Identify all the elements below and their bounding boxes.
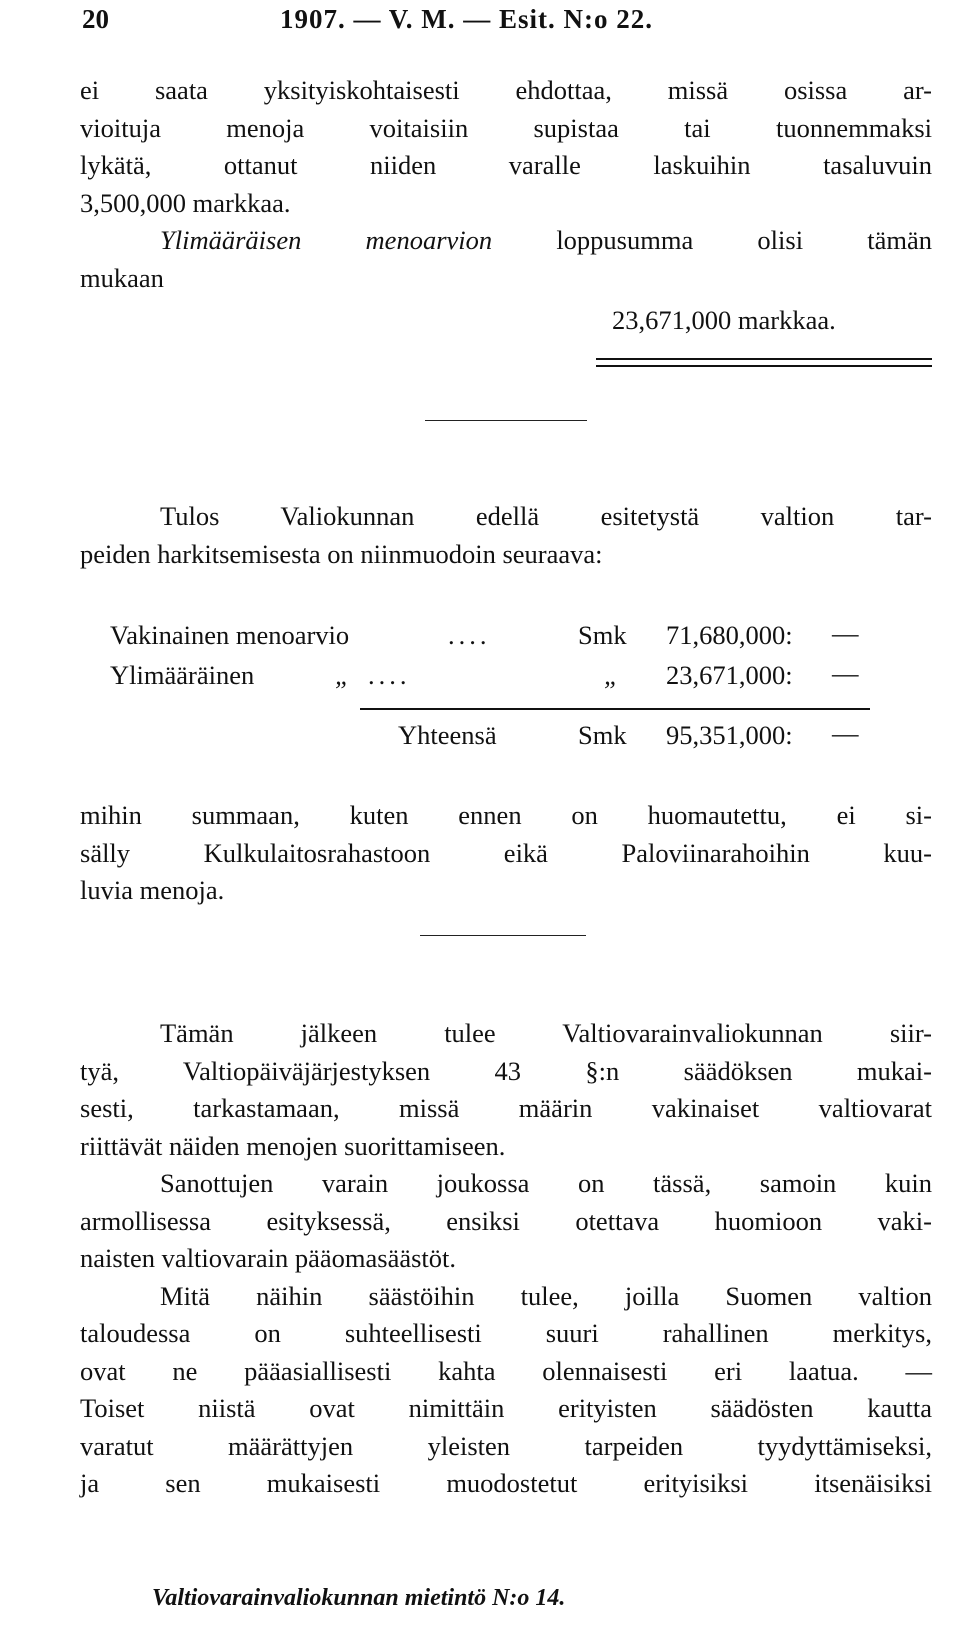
- text-line: mukaan: [80, 262, 164, 293]
- text-line: Mitä näihin säästöihin tulee, joilla Suomen valtion: [160, 1280, 932, 1311]
- section-separator: [420, 935, 586, 936]
- amount: 71,680,000:: [666, 620, 793, 650]
- text-line: luvia menoja.: [80, 875, 225, 905]
- text-line: mihin summaan, kuten ennen on huomautettu, ei si-: [80, 800, 932, 830]
- text-line: taloudessa on suhteellisesti suuri rahallinen merkitys,: [80, 1318, 932, 1348]
- budget-table: [110, 620, 930, 700]
- text-line: [80, 222, 932, 260]
- ditto-mark: „: [335, 660, 350, 690]
- text-line: armollisessa esityksessä, ensiksi otettava huomioon vaki-: [80, 1205, 932, 1236]
- dash: —: [832, 618, 859, 648]
- table-row: [110, 660, 930, 700]
- table-row: [110, 620, 930, 660]
- total-dash: —: [832, 718, 859, 748]
- leader-dots: ....: [368, 660, 411, 690]
- amount: 23,671,000:: [666, 660, 793, 690]
- page-header: [82, 4, 932, 40]
- text-line: ovat ne pääasiallisesti kahta olennaisesti eri laatua. —: [80, 1355, 932, 1386]
- extraordinary-sum: 23,671,000 markkaa.: [612, 305, 836, 335]
- paragraph-note: [80, 797, 932, 910]
- text-line: varatut määrättyjen yleisten tarpeiden tyydyttämiseksi,: [80, 1430, 932, 1461]
- text-line: ei saata yksityiskohtaisesti ehdottaa, missä osissa ar-: [80, 75, 932, 105]
- paragraph-estimate: [80, 72, 932, 222]
- paragraph-result: [80, 498, 932, 573]
- paragraph-savings: [80, 1015, 932, 1503]
- total-currency: Smk: [578, 720, 627, 750]
- text-line: tyä, Valtiopäiväjärjestyksen 43 §:n säädöksen mukai-: [80, 1055, 932, 1086]
- running-title: 1907. — V. M. — Esit. N:o 22.: [280, 4, 654, 34]
- text-line: vioituja menoja voitaisiin supistaa tai tuonnemmaksi: [80, 112, 932, 143]
- currency: Smk: [578, 620, 627, 650]
- text-line: 3,500,000 markkaa.: [80, 187, 291, 218]
- footer-signature: Valtiovarainvaliokunnan mietintö N:o 14.: [152, 1585, 566, 1611]
- page-number: 20: [82, 4, 109, 34]
- text-line: Tulos Valiokunnan edellä esitetystä valtion tar-: [160, 501, 932, 531]
- row-label: Ylimääräinen: [110, 660, 255, 690]
- text-line: Toiset niistä ovat nimittäin erityisten säädösten kautta: [80, 1393, 932, 1423]
- text-line: sesti, tarkastamaan, missä määrin vakinaiset valtiovarat: [80, 1093, 932, 1123]
- italic-term: Ylimääräisen menoarvion: [160, 225, 493, 255]
- double-underline: [596, 358, 932, 367]
- text-line: Tämän jälkeen tulee Valtiovarainvaliokunnan siir-: [160, 1018, 932, 1048]
- text-line: ja sen mukaisesti muodostetut erityisiksi itsenäisiksi: [80, 1468, 932, 1498]
- text-line: naisten valtiovarain pääomasäästöt.: [80, 1243, 457, 1273]
- dash: —: [832, 658, 859, 688]
- text-fragment: loppusumma olisi tämän: [492, 225, 932, 255]
- currency: „: [604, 660, 619, 690]
- sum-rule: [360, 708, 870, 710]
- text-line: Sanottujen varain joukossa on tässä, samoin kuin: [160, 1168, 932, 1198]
- text-line: sälly Kulkulaitosrahastoon eikä Paloviinarahoihin kuu-: [80, 837, 932, 868]
- total-amount: 95,351,000:: [666, 720, 793, 750]
- text-line: riittävät näiden menojen suorittamiseen.: [80, 1130, 506, 1161]
- row-label: Vakinainen menoarvio: [110, 620, 350, 650]
- section-separator: [425, 420, 587, 421]
- text-line: peiden harkitsemisesta on niinmuodoin seuraava:: [80, 538, 603, 569]
- leader-dots: ....: [448, 620, 491, 650]
- total-label: Yhteensä: [398, 720, 497, 750]
- paragraph-extraordinary-total: [80, 222, 932, 297]
- text-line: lykätä, ottanut niiden varalle laskuihin tasaluvuin: [80, 150, 932, 180]
